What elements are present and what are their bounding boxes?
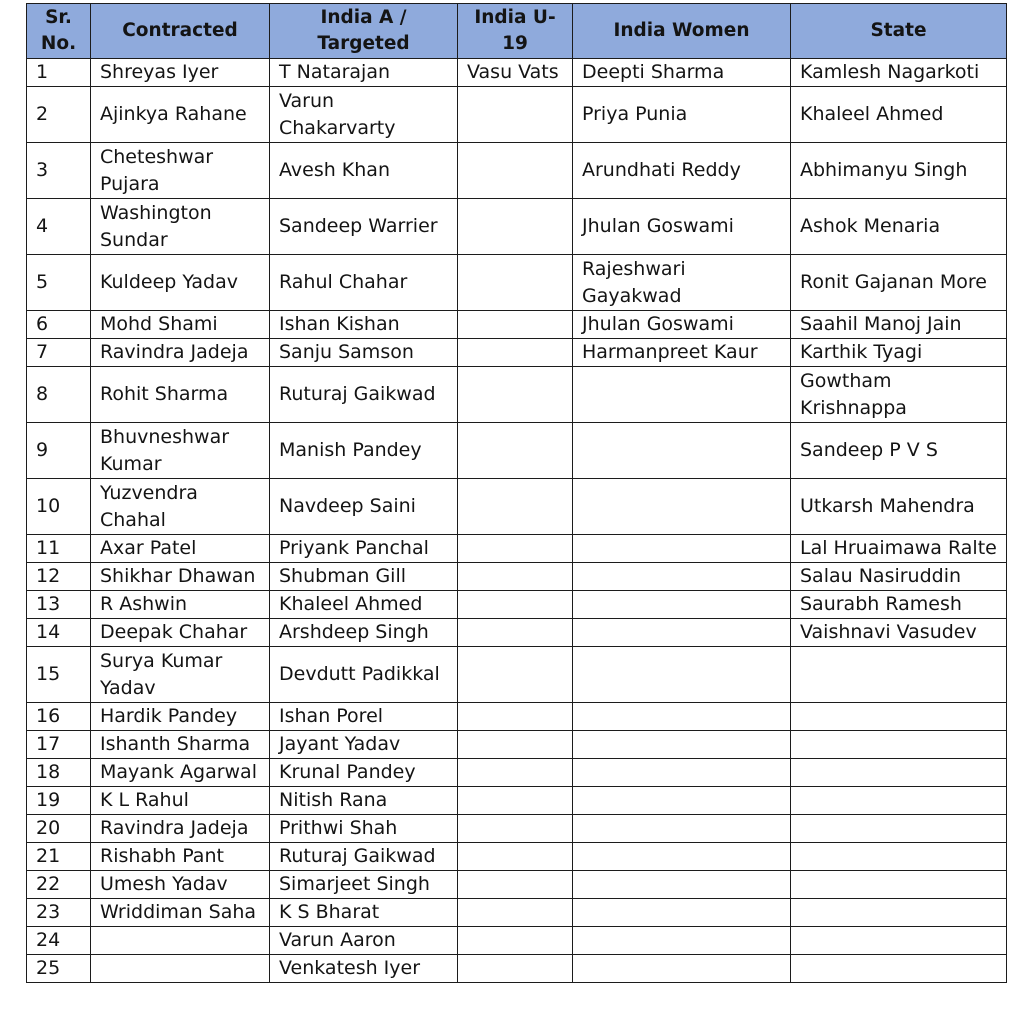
table-row bbox=[27, 423, 1007, 479]
cell-india-a-targeted: Navdeep Saini bbox=[270, 479, 458, 535]
header-india-women: India Women bbox=[573, 4, 791, 59]
cell-sr-no: 21 bbox=[27, 843, 91, 871]
cell-sr-no: 13 bbox=[27, 591, 91, 619]
cell-india-women bbox=[573, 367, 791, 423]
cell-sr-no: 5 bbox=[27, 255, 91, 311]
cell-india-women: Rajeshwari Gayakwad bbox=[573, 255, 791, 311]
cell-sr-no: 19 bbox=[27, 787, 91, 815]
cell-india-a-targeted: Ruturaj Gaikwad bbox=[270, 367, 458, 423]
cell-india-women bbox=[573, 619, 791, 647]
cell-india-women bbox=[573, 535, 791, 563]
cell-sr-no: 9 bbox=[27, 423, 91, 479]
cell-india-women: Deepti Sharma bbox=[573, 59, 791, 87]
cell-sr-no: 22 bbox=[27, 871, 91, 899]
table-row bbox=[27, 339, 1007, 367]
cell-india-a-targeted: Krunal Pandey bbox=[270, 759, 458, 787]
cell-contracted: Mohd Shami bbox=[91, 311, 270, 339]
cell-state bbox=[791, 843, 1007, 871]
cell-india-women bbox=[573, 955, 791, 983]
table-row bbox=[27, 367, 1007, 423]
table-row bbox=[27, 143, 1007, 199]
cell-india-women: Harmanpreet Kaur bbox=[573, 339, 791, 367]
header-row bbox=[27, 4, 1007, 59]
cell-sr-no: 12 bbox=[27, 563, 91, 591]
cell-state bbox=[791, 955, 1007, 983]
cell-contracted: Hardik Pandey bbox=[91, 703, 270, 731]
cell-india-women bbox=[573, 703, 791, 731]
cell-state: Ronit Gajanan More bbox=[791, 255, 1007, 311]
cell-india-a-targeted: Jayant Yadav bbox=[270, 731, 458, 759]
table-row bbox=[27, 255, 1007, 311]
cell-india-women bbox=[573, 871, 791, 899]
cell-india-women bbox=[573, 815, 791, 843]
cell-contracted: R Ashwin bbox=[91, 591, 270, 619]
cell-india-a-targeted: Avesh Khan bbox=[270, 143, 458, 199]
cell-india-women: Priya Punia bbox=[573, 87, 791, 143]
cell-india-a-targeted: Sandeep Warrier bbox=[270, 199, 458, 255]
table-row bbox=[27, 927, 1007, 955]
cell-india-women: Jhulan Goswami bbox=[573, 199, 791, 255]
table-row bbox=[27, 563, 1007, 591]
table-row bbox=[27, 647, 1007, 703]
header-state: State bbox=[791, 4, 1007, 59]
table-row bbox=[27, 843, 1007, 871]
cell-contracted: Rishabh Pant bbox=[91, 843, 270, 871]
cell-state bbox=[791, 703, 1007, 731]
cell-india-u19 bbox=[458, 899, 573, 927]
cell-india-u19 bbox=[458, 647, 573, 703]
table-row bbox=[27, 899, 1007, 927]
cell-india-women bbox=[573, 423, 791, 479]
cell-india-a-targeted: Khaleel Ahmed bbox=[270, 591, 458, 619]
cell-state: Salau Nasiruddin bbox=[791, 563, 1007, 591]
table-row bbox=[27, 591, 1007, 619]
cell-state: Saurabh Ramesh bbox=[791, 591, 1007, 619]
cell-state: Ashok Menaria bbox=[791, 199, 1007, 255]
cell-sr-no: 4 bbox=[27, 199, 91, 255]
cell-contracted: Surya Kumar Yadav bbox=[91, 647, 270, 703]
cell-india-u19 bbox=[458, 367, 573, 423]
cell-state bbox=[791, 871, 1007, 899]
table-row bbox=[27, 815, 1007, 843]
cell-state: Vaishnavi Vasudev bbox=[791, 619, 1007, 647]
cell-india-a-targeted: T Natarajan bbox=[270, 59, 458, 87]
cell-india-a-targeted: Venkatesh Iyer bbox=[270, 955, 458, 983]
table-row bbox=[27, 199, 1007, 255]
cell-contracted: Umesh Yadav bbox=[91, 871, 270, 899]
cell-contracted: Mayank Agarwal bbox=[91, 759, 270, 787]
cell-sr-no: 8 bbox=[27, 367, 91, 423]
table-row bbox=[27, 535, 1007, 563]
cell-contracted: Cheteshwar Pujara bbox=[91, 143, 270, 199]
cell-contracted: Ishanth Sharma bbox=[91, 731, 270, 759]
cell-india-women: Jhulan Goswami bbox=[573, 311, 791, 339]
cell-india-a-targeted: Manish Pandey bbox=[270, 423, 458, 479]
table-row bbox=[27, 955, 1007, 983]
cell-sr-no: 10 bbox=[27, 479, 91, 535]
cell-india-u19: Vasu Vats bbox=[458, 59, 573, 87]
table-row bbox=[27, 311, 1007, 339]
cell-india-a-targeted: Priyank Panchal bbox=[270, 535, 458, 563]
cell-contracted: Wriddiman Saha bbox=[91, 899, 270, 927]
cell-india-women bbox=[573, 591, 791, 619]
cell-india-women bbox=[573, 843, 791, 871]
cell-india-u19 bbox=[458, 927, 573, 955]
cell-india-u19 bbox=[458, 703, 573, 731]
cell-sr-no: 11 bbox=[27, 535, 91, 563]
player-roster-table bbox=[26, 3, 1007, 983]
cell-india-a-targeted: K S Bharat bbox=[270, 899, 458, 927]
cell-india-a-targeted: Varun Aaron bbox=[270, 927, 458, 955]
cell-state bbox=[791, 731, 1007, 759]
cell-sr-no: 15 bbox=[27, 647, 91, 703]
cell-sr-no: 20 bbox=[27, 815, 91, 843]
table-row bbox=[27, 731, 1007, 759]
cell-state: Gowtham Krishnappa bbox=[791, 367, 1007, 423]
cell-india-u19 bbox=[458, 143, 573, 199]
cell-state bbox=[791, 815, 1007, 843]
cell-india-u19 bbox=[458, 787, 573, 815]
cell-india-women bbox=[573, 731, 791, 759]
cell-india-u19 bbox=[458, 815, 573, 843]
cell-india-u19 bbox=[458, 479, 573, 535]
cell-contracted: Ajinkya Rahane bbox=[91, 87, 270, 143]
cell-india-u19 bbox=[458, 843, 573, 871]
cell-india-a-targeted: Varun Chakarvarty bbox=[270, 87, 458, 143]
cell-sr-no: 16 bbox=[27, 703, 91, 731]
cell-india-a-targeted: Ruturaj Gaikwad bbox=[270, 843, 458, 871]
table-row bbox=[27, 787, 1007, 815]
cell-india-women: Arundhati Reddy bbox=[573, 143, 791, 199]
cell-india-u19 bbox=[458, 311, 573, 339]
cell-india-a-targeted: Ishan Porel bbox=[270, 703, 458, 731]
cell-india-women bbox=[573, 647, 791, 703]
cell-contracted: Axar Patel bbox=[91, 535, 270, 563]
table-row bbox=[27, 759, 1007, 787]
cell-sr-no: 18 bbox=[27, 759, 91, 787]
cell-sr-no: 17 bbox=[27, 731, 91, 759]
cell-india-women bbox=[573, 899, 791, 927]
cell-india-u19 bbox=[458, 255, 573, 311]
table-row bbox=[27, 703, 1007, 731]
cell-india-u19 bbox=[458, 759, 573, 787]
cell-sr-no: 2 bbox=[27, 87, 91, 143]
table-row bbox=[27, 619, 1007, 647]
cell-contracted: Ravindra Jadeja bbox=[91, 815, 270, 843]
cell-state: Abhimanyu Singh bbox=[791, 143, 1007, 199]
cell-state: Saahil Manoj Jain bbox=[791, 311, 1007, 339]
cell-india-a-targeted: Simarjeet Singh bbox=[270, 871, 458, 899]
cell-india-a-targeted: Sanju Samson bbox=[270, 339, 458, 367]
cell-sr-no: 3 bbox=[27, 143, 91, 199]
header-sr-no: Sr. No. bbox=[27, 4, 91, 59]
header-india-a-targeted: India A / Targeted bbox=[270, 4, 458, 59]
cell-sr-no: 6 bbox=[27, 311, 91, 339]
cell-india-u19 bbox=[458, 563, 573, 591]
table-row bbox=[27, 479, 1007, 535]
cell-india-women bbox=[573, 759, 791, 787]
cell-contracted: Deepak Chahar bbox=[91, 619, 270, 647]
table-row bbox=[27, 871, 1007, 899]
cell-india-u19 bbox=[458, 955, 573, 983]
header-india-u19: India U-19 bbox=[458, 4, 573, 59]
cell-india-a-targeted: Devdutt Padikkal bbox=[270, 647, 458, 703]
cell-india-u19 bbox=[458, 619, 573, 647]
cell-contracted: Rohit Sharma bbox=[91, 367, 270, 423]
cell-sr-no: 24 bbox=[27, 927, 91, 955]
cell-india-u19 bbox=[458, 591, 573, 619]
cell-sr-no: 7 bbox=[27, 339, 91, 367]
cell-contracted: Bhuvneshwar Kumar bbox=[91, 423, 270, 479]
cell-india-a-targeted: Shubman Gill bbox=[270, 563, 458, 591]
cell-india-a-targeted: Prithwi Shah bbox=[270, 815, 458, 843]
cell-india-a-targeted: Nitish Rana bbox=[270, 787, 458, 815]
cell-india-u19 bbox=[458, 535, 573, 563]
cell-contracted: Washington Sundar bbox=[91, 199, 270, 255]
cell-india-u19 bbox=[458, 423, 573, 479]
cell-india-women bbox=[573, 563, 791, 591]
cell-contracted: K L Rahul bbox=[91, 787, 270, 815]
cell-contracted bbox=[91, 927, 270, 955]
cell-contracted: Ravindra Jadeja bbox=[91, 339, 270, 367]
cell-contracted: Yuzvendra Chahal bbox=[91, 479, 270, 535]
cell-sr-no: 14 bbox=[27, 619, 91, 647]
cell-india-a-targeted: Rahul Chahar bbox=[270, 255, 458, 311]
cell-india-women bbox=[573, 787, 791, 815]
header-contracted: Contracted bbox=[91, 4, 270, 59]
roster-body bbox=[27, 59, 1007, 983]
cell-state: Sandeep P V S bbox=[791, 423, 1007, 479]
cell-india-women bbox=[573, 479, 791, 535]
cell-contracted: Shreyas Iyer bbox=[91, 59, 270, 87]
cell-contracted: Kuldeep Yadav bbox=[91, 255, 270, 311]
cell-sr-no: 23 bbox=[27, 899, 91, 927]
cell-india-a-targeted: Ishan Kishan bbox=[270, 311, 458, 339]
cell-state bbox=[791, 647, 1007, 703]
cell-state: Lal Hruaimawa Ralte bbox=[791, 535, 1007, 563]
cell-state bbox=[791, 759, 1007, 787]
cell-india-u19 bbox=[458, 339, 573, 367]
cell-state: Karthik Tyagi bbox=[791, 339, 1007, 367]
cell-sr-no: 1 bbox=[27, 59, 91, 87]
cell-state bbox=[791, 899, 1007, 927]
cell-contracted bbox=[91, 955, 270, 983]
cell-sr-no: 25 bbox=[27, 955, 91, 983]
table-row bbox=[27, 59, 1007, 87]
cell-india-u19 bbox=[458, 731, 573, 759]
cell-contracted: Shikhar Dhawan bbox=[91, 563, 270, 591]
cell-state bbox=[791, 927, 1007, 955]
cell-india-u19 bbox=[458, 87, 573, 143]
cell-state: Kamlesh Nagarkoti bbox=[791, 59, 1007, 87]
cell-india-u19 bbox=[458, 871, 573, 899]
cell-state: Khaleel Ahmed bbox=[791, 87, 1007, 143]
cell-india-women bbox=[573, 927, 791, 955]
cell-state: Utkarsh Mahendra bbox=[791, 479, 1007, 535]
cell-india-u19 bbox=[458, 199, 573, 255]
cell-india-a-targeted: Arshdeep Singh bbox=[270, 619, 458, 647]
table-row bbox=[27, 87, 1007, 143]
cell-state bbox=[791, 787, 1007, 815]
